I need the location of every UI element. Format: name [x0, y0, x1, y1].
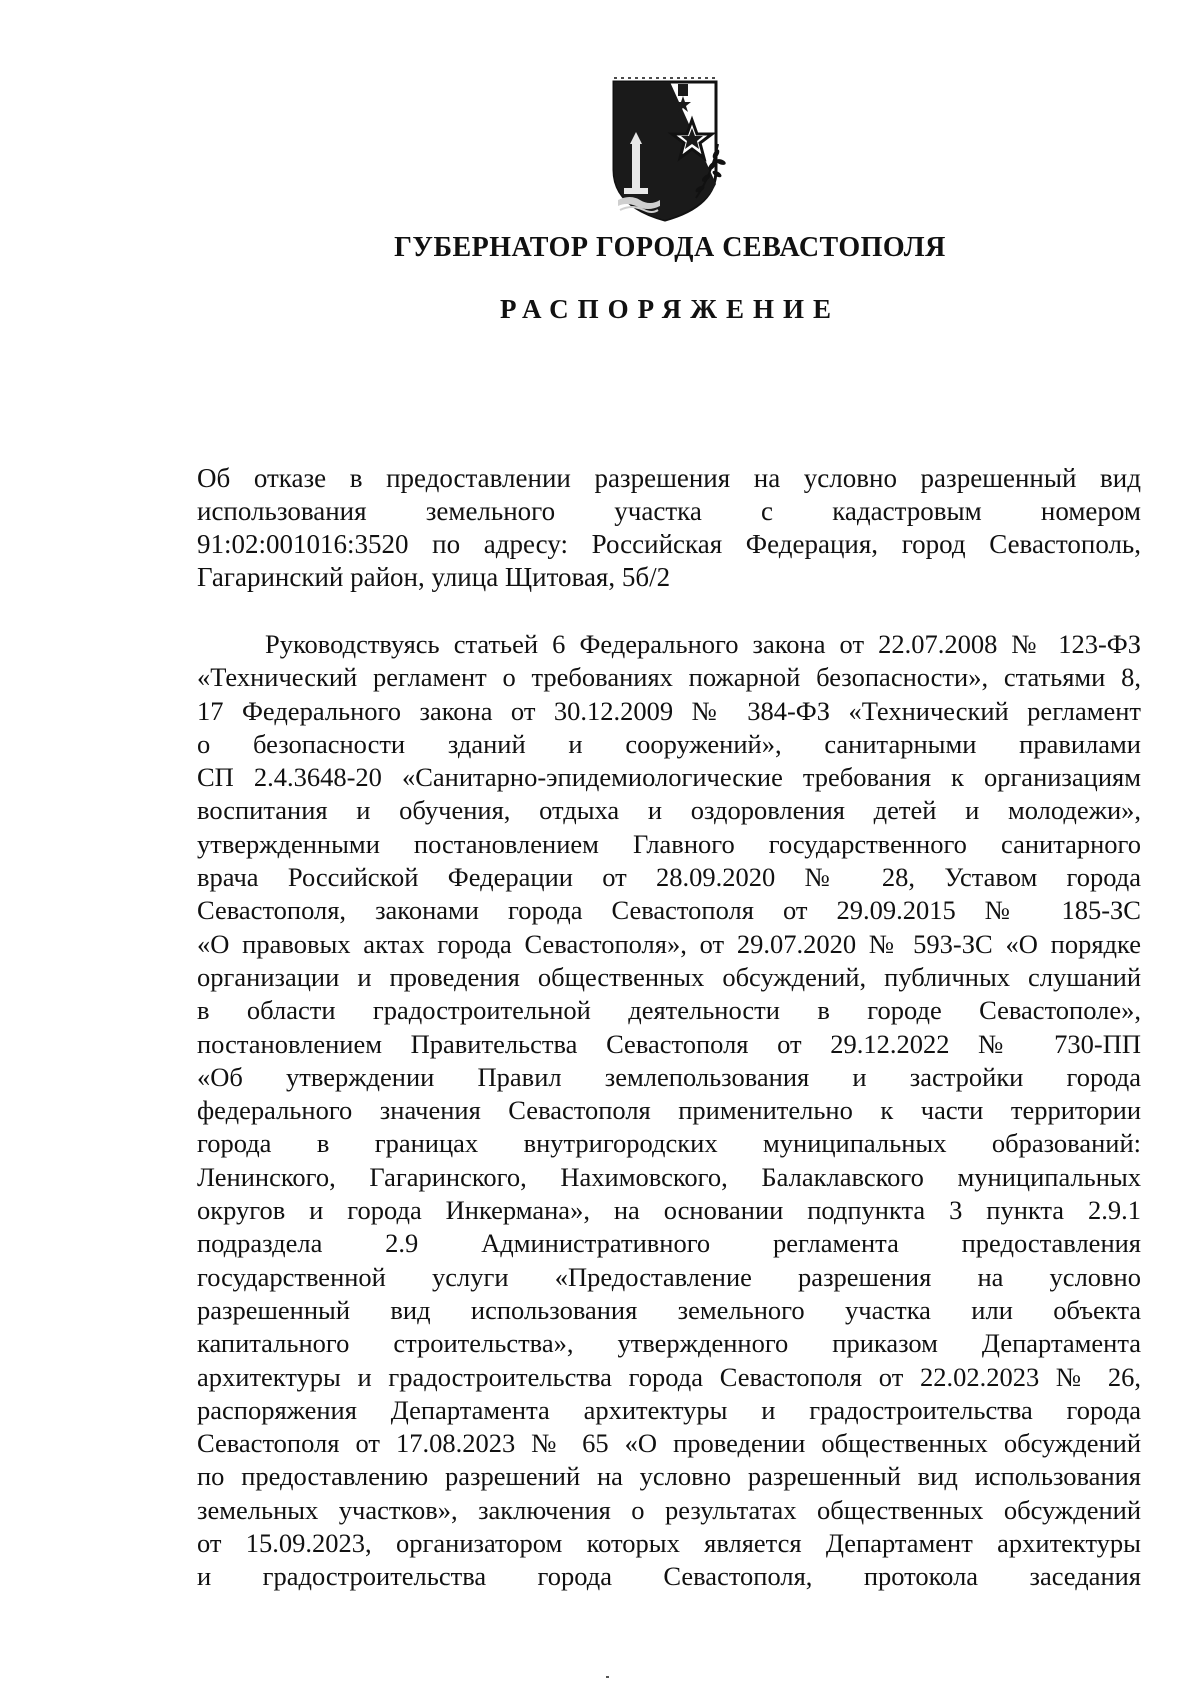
body-line: архитектуры и градостроительства города Севастополя от 22.02.2023 № 26,	[197, 1361, 1141, 1392]
body-line: организации и проведения общественных обсуждений, публичных слушаний	[197, 961, 1141, 992]
issuing-authority-heading: ГУБЕРНАТОР ГОРОДА СЕВАСТОПОЛЯ	[394, 232, 946, 263]
title-line: 91:02:001016:3520 по адресу: Российская Федерация, город Севастополь,	[197, 529, 1141, 559]
body-line: в области градостроительной деятельности в городе Севастополе»,	[197, 995, 1141, 1026]
body-line: постановлением Правительства Севастополя от 29.12.2022 № 730-ПП	[197, 1028, 1141, 1059]
body-line: Руководствуясь статьей 6 Федерального закона от 22.07.2008 № 123-ФЗ	[265, 629, 1141, 659]
body-line: «О правовых актах города Севастополя», от 29.07.2020 № 593-ЗС «О порядке	[197, 928, 1141, 959]
body-line: «Технический регламент о требованиях пожарной безопасности», статьями 8,	[197, 662, 1141, 693]
body-line: от 15.09.2023, организатором которых является Департамент архитектуры	[197, 1528, 1141, 1559]
body-line: Севастополя от 17.08.2023 № 65 «О проведении общественных обсуждений	[197, 1428, 1141, 1459]
document-type-heading: РАСПОРЯЖЕНИЕ	[499, 294, 841, 324]
body-line: капитального строительства», утвержденного приказом Департамента	[197, 1328, 1141, 1359]
title-line: использования земельного участка с кадастровым номером	[197, 496, 1141, 526]
body-line: земельных участков», заключения о результатах общественных обсуждений	[197, 1494, 1141, 1525]
body-line: федерального значения Севастополя применительно к части территории	[197, 1095, 1141, 1126]
body-line: «Об утверждении Правил землепользования и застройки города	[197, 1061, 1141, 1092]
body-line: подраздела 2.9 Административного регламента предоставления	[197, 1228, 1141, 1259]
body-line: утвержденными постановлением Главного государственного санитарного	[197, 828, 1141, 859]
body-line: Ленинского, Гагаринского, Нахимовского, Балаклавского муниципальных	[197, 1161, 1141, 1192]
title-line: Гагаринский район, улица Щитовая, 5б/2	[197, 562, 671, 592]
body-line: врача Российской Федерации от 28.09.2020 № 28, Уставом города	[197, 862, 1141, 893]
body-line: города в границах внутригородских муниципальных образований:	[197, 1128, 1141, 1159]
body-line: СП 2.4.3648-20 «Санитарно-эпидемиологические требования к организациям	[197, 762, 1141, 793]
body-line: по предоставлению разрешений на условно разрешенный вид использования	[197, 1461, 1141, 1492]
scan-artifact	[606, 1676, 609, 1678]
document-title	[197, 462, 1141, 594]
body-line: и градостроительства города Севастополя, протокола заседания	[197, 1561, 1141, 1592]
body-line: 17 Федерального закона от 30.12.2009 № 384-ФЗ «Технический регламент	[197, 695, 1141, 726]
body-line: разрешенный вид использования земельного участка или объекта	[197, 1294, 1141, 1325]
body-line: Севастополя, законами города Севастополя от 29.09.2015 № 185-ЗС	[197, 895, 1141, 926]
body-line: воспитания и обучения, отдыха и оздоровления детей и молодежи»,	[197, 795, 1141, 826]
body-line: распоряжения Департамента архитектуры и градостроительства города	[197, 1394, 1141, 1425]
document-body	[197, 628, 1141, 1594]
body-line: округов и города Инкермана», на основании подпункта 3 пункта 2.9.1	[197, 1195, 1141, 1226]
body-line: о безопасности зданий и сооружений», санитарными правилами	[197, 728, 1141, 759]
body-line: государственной услуги «Предоставление разрешения на условно	[197, 1261, 1141, 1292]
coat-of-arms-icon	[600, 74, 730, 224]
title-line: Об отказе в предоставлении разрешения на условно разрешенный вид	[197, 463, 1141, 493]
